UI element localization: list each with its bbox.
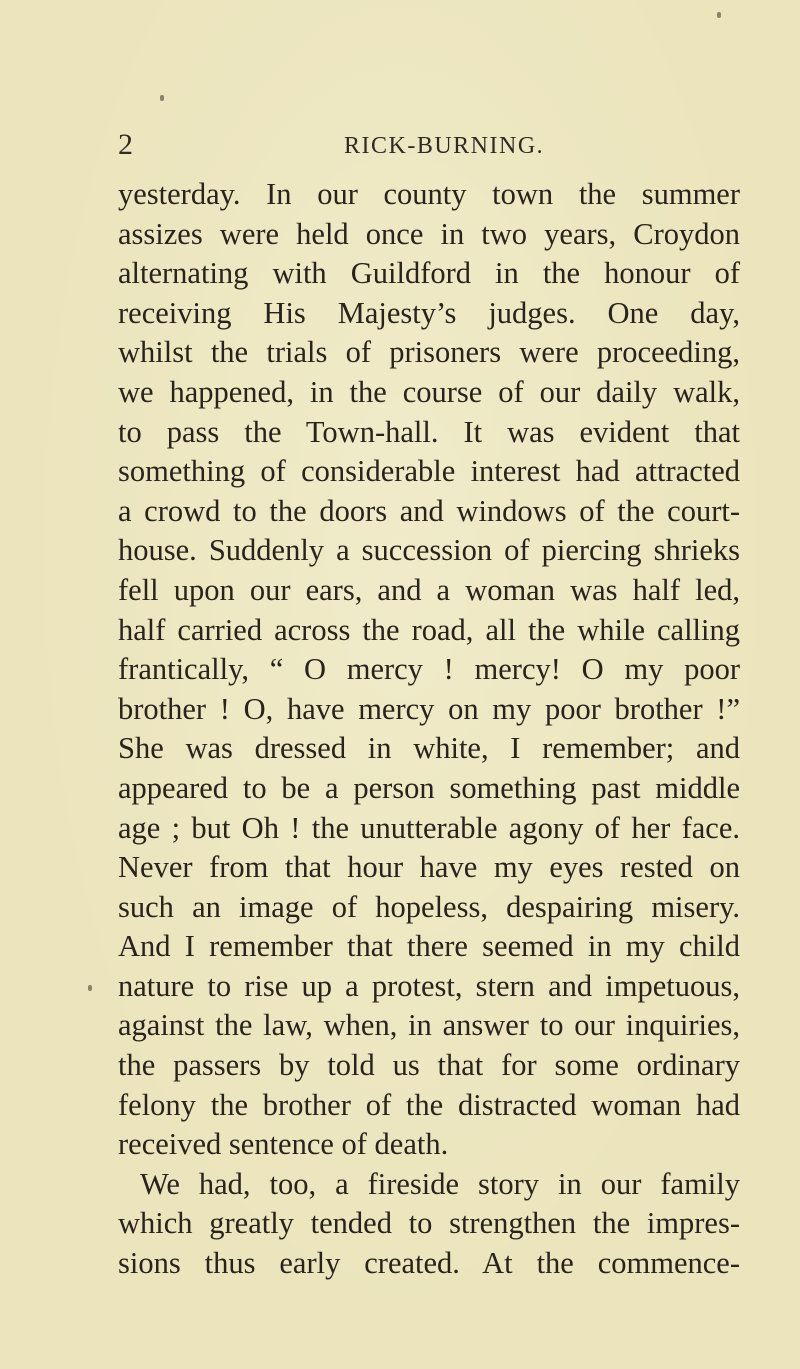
text-line: brother ! O, have mercy on my poor brother !” bbox=[118, 691, 740, 726]
body-text bbox=[118, 175, 740, 1284]
text-line: felony the brother of the distracted woman had bbox=[118, 1087, 740, 1122]
text-line: we happened, in the course of our daily walk, bbox=[118, 374, 740, 409]
text-line: We had, too, a fireside story in our family bbox=[140, 1166, 740, 1201]
text-line: such an image of hopeless, despairing misery. bbox=[118, 889, 740, 924]
text-line: sions thus early created. At the commence- bbox=[118, 1246, 740, 1281]
text-line: which greatly tended to strengthen the impres- bbox=[118, 1206, 740, 1241]
ink-speck bbox=[717, 12, 721, 18]
running-title: RICK-BURNING. bbox=[344, 133, 545, 159]
text-line: assizes were held once in two years, Croydon bbox=[118, 216, 740, 251]
text-line: frantically, “ O mercy ! mercy! O my poor bbox=[118, 652, 740, 687]
text-line: alternating with Guildford in the honour of bbox=[118, 256, 740, 291]
text-line: something of considerable interest had attracted bbox=[118, 454, 740, 489]
text-line: half carried across the road, all the while calling bbox=[118, 612, 740, 647]
page-number: 2 bbox=[118, 128, 133, 161]
text-line: receiving His Majesty’s judges. One day, bbox=[118, 295, 740, 330]
running-head bbox=[118, 128, 738, 162]
ink-speck bbox=[88, 985, 92, 991]
text-line: the passers by told us that for some ordinary bbox=[118, 1048, 740, 1083]
text-line: She was dressed in white, I remember; and bbox=[118, 731, 740, 766]
ink-speck bbox=[160, 95, 164, 101]
text-line: appeared to be a person something past middle bbox=[118, 770, 740, 805]
text-line: house. Suddenly a succession of piercing shrieks bbox=[118, 533, 740, 568]
text-line: Never from that hour have my eyes rested on bbox=[118, 850, 740, 885]
text-line: received sentence of death. bbox=[118, 1127, 449, 1162]
text-line: age ; but Oh ! the unutterable agony of her face. bbox=[118, 810, 740, 845]
text-line: nature to rise up a protest, stern and impetuous, bbox=[118, 968, 740, 1003]
text-line: whilst the trials of prisoners were proceeding, bbox=[118, 335, 740, 370]
text-line: And I remember that there seemed in my child bbox=[118, 929, 740, 964]
text-line: fell upon our ears, and a woman was half led, bbox=[118, 572, 740, 607]
text-line: against the law, when, in answer to our inquiries, bbox=[118, 1008, 740, 1043]
text-line: yesterday. In our county town the summer bbox=[118, 177, 740, 211]
text-line: a crowd to the doors and windows of the court- bbox=[118, 493, 740, 528]
text-line: to pass the Town-hall. It was evident that bbox=[118, 414, 740, 449]
